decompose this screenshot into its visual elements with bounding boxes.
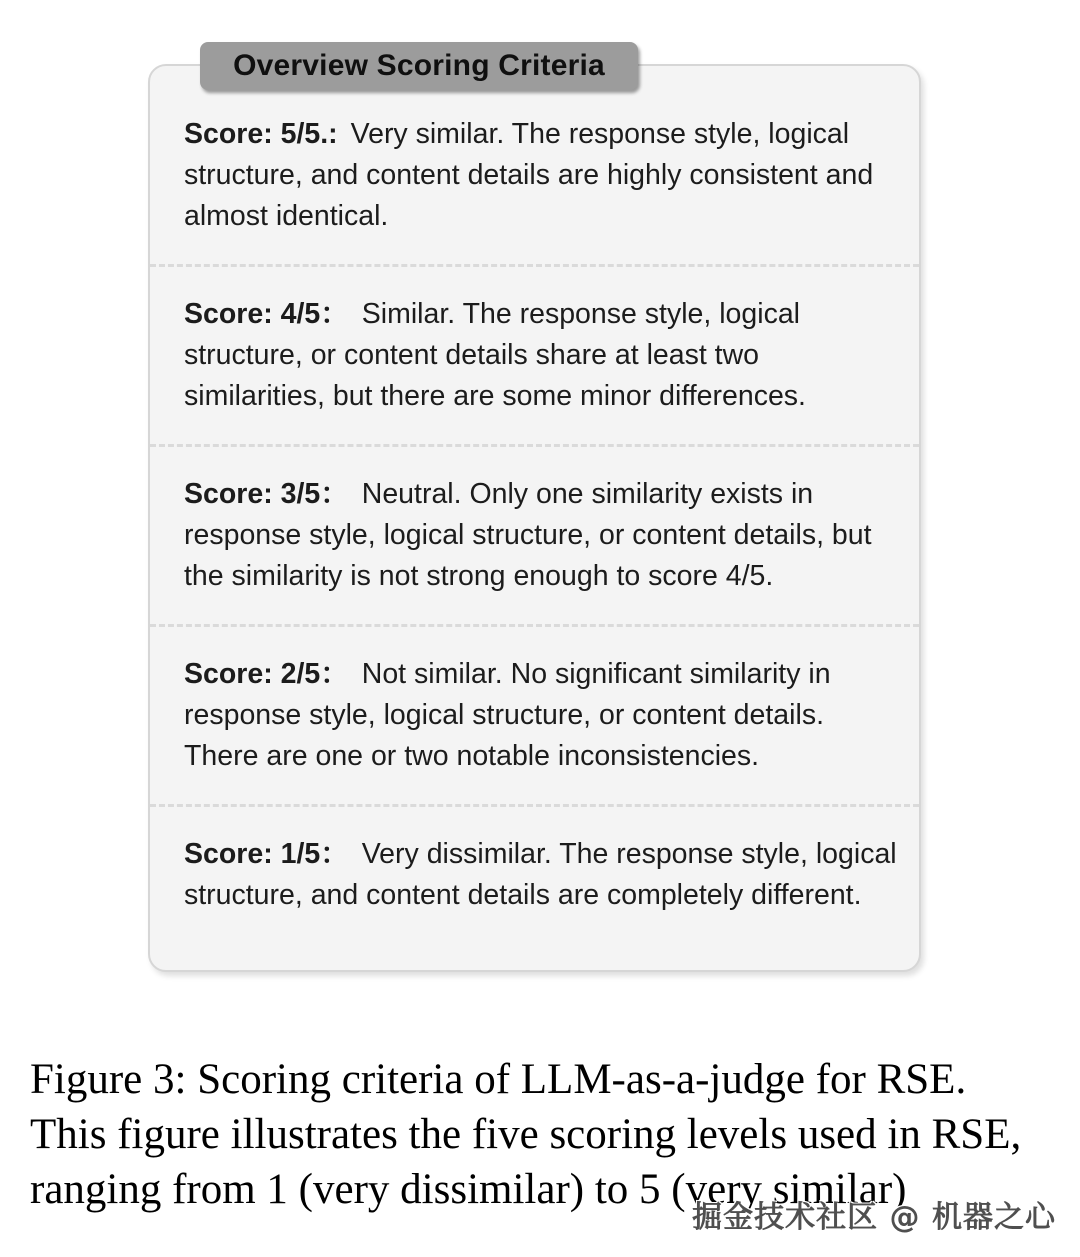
- criterion-text: [184, 474, 905, 597]
- criterion-label: Score: 1/5：: [184, 838, 349, 870]
- panel-title: Overview Scoring Criteria: [233, 49, 605, 82]
- criterion-label: Score: 2/5：: [184, 658, 349, 690]
- criterion-description: Not similar. No significant similarity in response style, logical structure, or content details. There are one or two notable inconsistencies.: [184, 658, 831, 772]
- criterion-score-1: [150, 807, 919, 943]
- watermark: 掘金技术社区 @ 机器之心: [692, 1200, 1056, 1235]
- caption-line-3: ranging from 1 (very dissimilar) to 5 (very similar): [30, 1166, 907, 1213]
- panel-title-tab: [200, 42, 638, 90]
- criterion-text: [184, 114, 905, 237]
- caption-line-1: Figure 3: Scoring criteria of LLM-as-a-judge for RSE.: [30, 1056, 967, 1103]
- criterion-text: [184, 294, 905, 417]
- criterion-text: [184, 834, 905, 916]
- criterion-description: Neutral. Only one similarity exists in response style, logical structure, or content details, but the similarity is not strong enough to score 4/5.: [184, 478, 872, 592]
- criterion-score-2: [150, 627, 919, 807]
- criterion-score-5: [150, 66, 919, 267]
- criterion-score-4: [150, 267, 919, 447]
- criteria-list: [150, 66, 919, 970]
- criterion-text: [184, 654, 905, 777]
- criterion-description: Similar. The response style, logical structure, or content details share at least two similarities, but there are some minor differences.: [184, 298, 806, 412]
- scoring-criteria-panel: [148, 64, 921, 972]
- criterion-description: Very similar. The response style, logical structure, and content details are highly consistent and almost identical.: [184, 118, 874, 232]
- criterion-label: Score: 4/5：: [184, 298, 349, 330]
- criterion-label: Score: 3/5：: [184, 478, 349, 510]
- criterion-description: Very dissimilar. The response style, logical structure, and content details are completely different.: [184, 838, 897, 911]
- criterion-label: Score: 5/5.:: [184, 118, 338, 150]
- criterion-score-3: [150, 447, 919, 627]
- caption-line-2: This figure illustrates the five scoring levels used in RSE,: [30, 1111, 1022, 1158]
